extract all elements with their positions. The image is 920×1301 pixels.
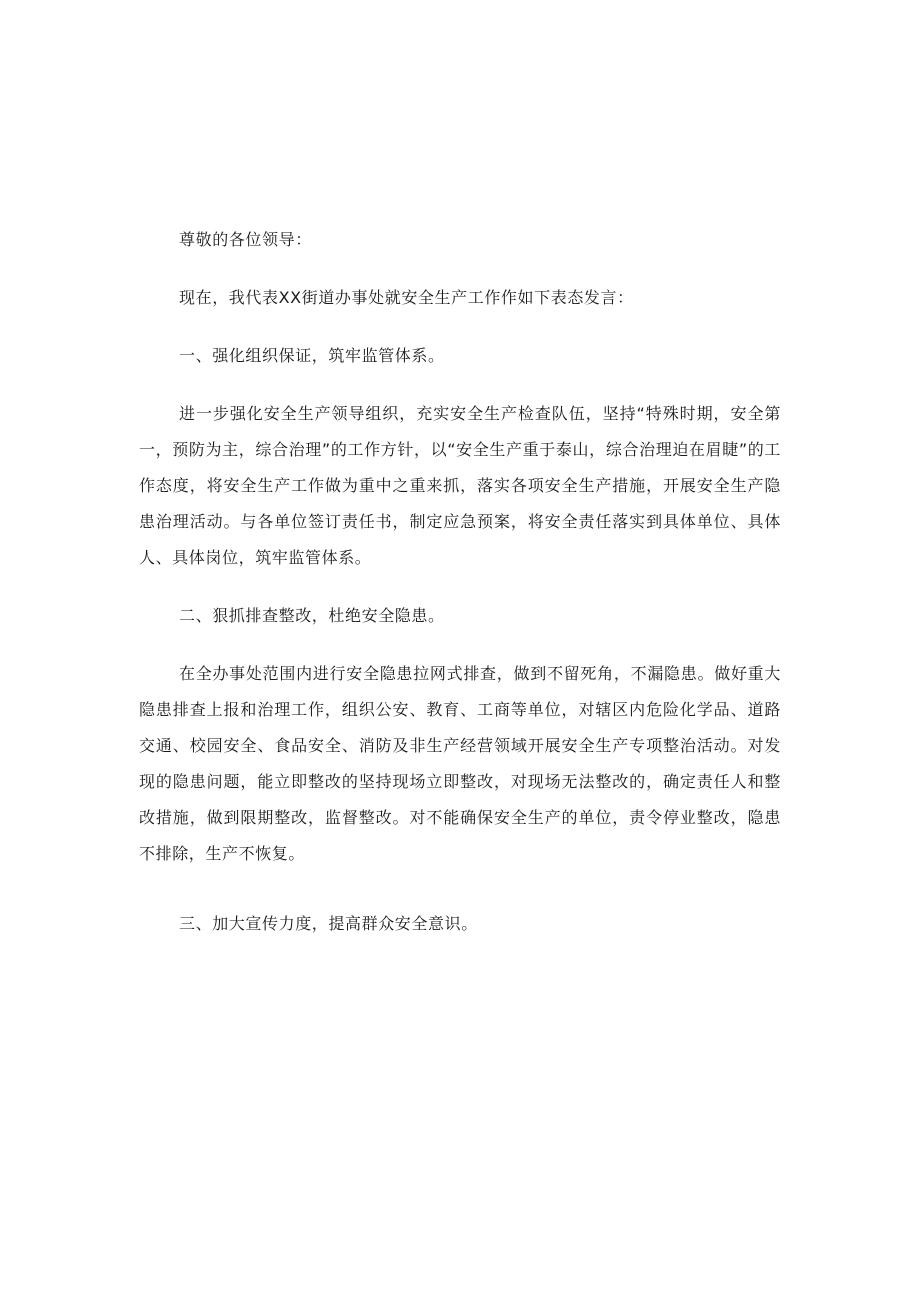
document-body: [139, 222, 781, 964]
section-heading-1: 一、强化组织保证，筑牢监管体系。: [179, 346, 445, 365]
intro-paragraph: 现在，我代表XX街道办事处就安全生产工作作如下表态发言：: [179, 288, 634, 307]
section-body-2: 在全办事处范围内进行安全隐患拉网式排查，做到不留死角，不漏隐患。做好重大隐患排查上报和治理工作，组织公安、教育、工商等单位，对辖区内危险化学品、道路交通、校园安全、食品安全、消防及非生产经营领域开展安全生产专项整治活动。对发现的隐患问题，能立即整改的坚持现场立即整改，对现场无法整改的，确定责任人和整改措施，做到限期整改，监督整改。对不能确保安全生产的单位，责令停业整改，隐患不排除，生产不恢复。: [139, 664, 781, 863]
section-heading-2: 二、狠抓排查整改，杜绝安全隐患。: [179, 606, 445, 625]
section-body-1: 进一步强化安全生产领导组织，充实安全生产检查队伍，坚持“特殊时期，安全第一，预防为主，综合治理”的工作方针，以“安全生产重于泰山，综合治理迫在眉睫”的工作态度，将安全生产工作做为重中之重来抓，落实各项安全生产措施，开展安全生产隐患治理活动。与各单位签订责任书，制定应急预案，将安全责任落实到具体单位、具体人、具体岗位，筑牢监管体系。: [139, 404, 781, 567]
salutation: 尊敬的各位领导：: [179, 230, 312, 249]
section-heading-3: 三、加大宣传力度，提高群众安全意识。: [179, 914, 478, 933]
